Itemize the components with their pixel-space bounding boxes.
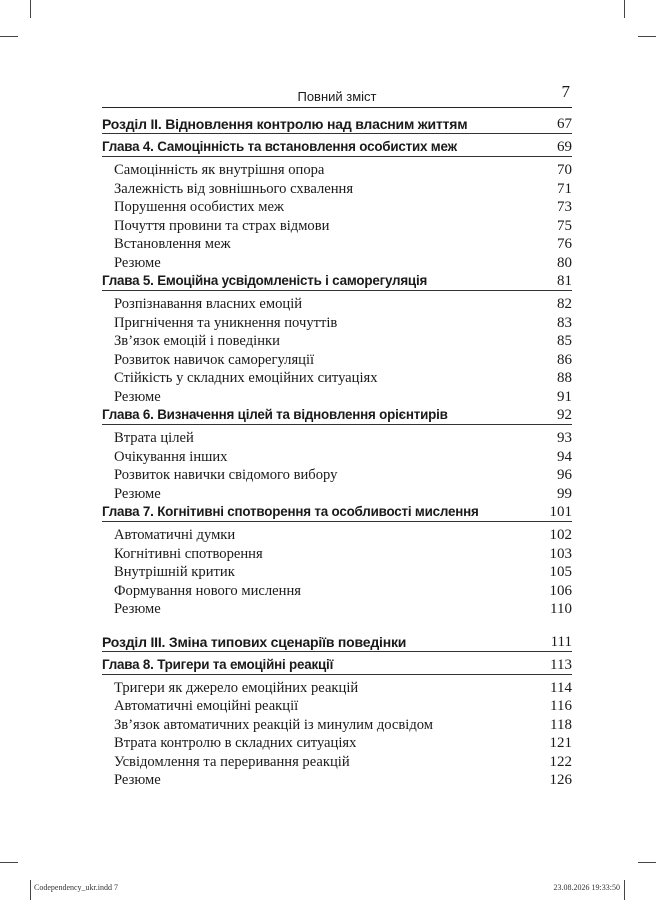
toc-chapter — [102, 657, 572, 674]
toc-page-number: 105 — [549, 564, 572, 580]
toc-page-number: 85 — [557, 333, 572, 349]
toc-page-number: 88 — [557, 370, 572, 386]
toc-section-title: Резюме — [114, 485, 161, 502]
toc-section-title: Порушення особистих меж — [114, 199, 285, 215]
toc-chapter — [102, 139, 572, 156]
toc-page-number: 93 — [557, 430, 572, 446]
toc-page-number: 86 — [557, 351, 572, 368]
toc-chapter-title: Глава 6. Визначення цілей та відновлення орієнтирів — [102, 407, 448, 422]
toc-section — [102, 467, 572, 486]
toc-section-title: Внутрішній критик — [114, 564, 235, 580]
toc-page-number: 122 — [549, 753, 572, 770]
toc-section — [102, 389, 572, 408]
toc-page-number: 91 — [557, 388, 572, 405]
header-rule — [102, 107, 572, 108]
toc-page-number: 73 — [557, 199, 572, 215]
toc-section — [102, 527, 572, 546]
toc-chapter-title: Глава 7. Когнітивні спотворення та особливості мислення — [102, 504, 479, 519]
toc-section-title: Залежність від зовнішнього схвалення — [114, 180, 354, 197]
toc-section-title: Резюме — [114, 388, 161, 405]
toc-section-title: Самоцінність як внутрішня опора — [114, 162, 325, 178]
crop-mark — [0, 862, 18, 863]
toc-rule — [102, 156, 572, 157]
toc-rule — [102, 521, 572, 522]
toc-section-title: Когнітивні спотворення — [114, 545, 263, 562]
toc-page-number: 75 — [557, 217, 572, 234]
toc-page-number: 126 — [549, 772, 572, 788]
toc-section-title: Втрата цілей — [114, 430, 194, 446]
crop-mark — [638, 862, 656, 863]
toc-chapter — [102, 407, 572, 424]
toc-section-title: Втрата контролю в складних ситуаціях — [114, 735, 357, 751]
toc-section — [102, 236, 572, 255]
toc-rule — [102, 651, 572, 652]
toc-page-number: 102 — [549, 527, 572, 543]
running-title: Повний зміст — [297, 89, 377, 104]
toc-section-title: Стійкість у складних емоційних ситуаціях — [114, 370, 378, 386]
crop-mark — [624, 880, 625, 900]
toc-section-title: Встановлення меж — [114, 236, 231, 252]
footer-file-name: Codependency_ukr.indd 7 — [34, 883, 118, 892]
toc-page-number: 99 — [557, 485, 572, 502]
toc-section-title: Автоматичні думки — [114, 527, 236, 543]
toc-page-number: 113 — [550, 656, 572, 673]
toc-section-title: Резюме — [114, 601, 161, 617]
toc-section — [102, 162, 572, 181]
toc-section — [102, 370, 572, 389]
toc-page-number: 103 — [549, 545, 572, 562]
crop-mark — [624, 0, 625, 18]
toc-page-number: 111 — [550, 633, 572, 650]
toc-section-title: Автоматичні емоційні реакції — [114, 698, 299, 714]
toc-part — [102, 634, 572, 651]
toc-section — [102, 352, 572, 371]
toc-page-number: 76 — [557, 236, 572, 252]
toc-part-title: Розділ III. Зміна типових сценаріїв поведінки — [102, 633, 407, 650]
toc-section — [102, 315, 572, 334]
toc-part — [102, 116, 572, 133]
toc-section — [102, 772, 572, 791]
toc-section — [102, 430, 572, 449]
toc-chapter-title: Глава 4. Самоцінність та встановлення особистих меж — [102, 139, 457, 154]
toc-rule — [102, 133, 572, 134]
toc-section — [102, 255, 572, 274]
toc-chapter — [102, 273, 572, 290]
toc-section — [102, 754, 572, 773]
toc-section — [102, 449, 572, 468]
toc-page-number: 118 — [550, 716, 572, 733]
toc-section-title: Усвідомлення та переривання реакцій — [114, 753, 350, 770]
toc-section-title: Зв’язок емоцій і поведінки — [114, 333, 280, 349]
toc-page-number: 114 — [550, 679, 572, 696]
table-of-contents — [102, 116, 572, 791]
toc-section — [102, 601, 572, 620]
toc-page-number: 110 — [550, 601, 572, 617]
crop-mark — [638, 36, 656, 37]
toc-chapter — [102, 504, 572, 521]
toc-section-title: Резюме — [114, 254, 161, 271]
toc-section — [102, 583, 572, 602]
toc-page-number: 67 — [557, 116, 572, 132]
toc-chapter-title: Глава 5. Емоційна усвідомленість і саморегуляція — [102, 273, 428, 288]
toc-section-title: Розвиток навички свідомого вибору — [114, 467, 338, 483]
toc-rule — [102, 424, 572, 425]
toc-page-number: 80 — [557, 254, 572, 271]
toc-section — [102, 486, 572, 505]
toc-page-number: 92 — [557, 407, 572, 423]
toc-page-number: 106 — [549, 582, 572, 599]
running-head — [102, 84, 572, 106]
toc-section-title: Очікування інших — [114, 448, 228, 465]
toc-section-title: Формування нового мислення — [114, 582, 301, 599]
toc-section — [102, 717, 572, 736]
toc-page-number: 121 — [549, 735, 572, 751]
toc-page-number: 71 — [557, 180, 572, 197]
toc-section — [102, 546, 572, 565]
toc-part-title: Розділ II. Відновлення контролю над власним життям — [102, 116, 468, 132]
crop-mark — [30, 880, 31, 900]
toc-page-number: 69 — [557, 139, 572, 155]
page-number: 7 — [561, 82, 570, 101]
toc-section — [102, 680, 572, 699]
toc-section — [102, 199, 572, 218]
footer-timestamp: 23.08.2026 19:33:50 — [553, 883, 620, 892]
toc-page-number: 101 — [549, 504, 572, 520]
toc-section — [102, 698, 572, 717]
toc-section-title: Резюме — [114, 772, 161, 788]
toc-section-title: Розвиток навичок саморегуляції — [114, 351, 315, 368]
toc-section — [102, 181, 572, 200]
toc-section-title: Зв’язок автоматичних реакцій із минулим досвідом — [114, 716, 434, 733]
toc-page-number: 94 — [557, 448, 572, 465]
toc-chapter-title: Глава 8. Тригери та емоційні реакції — [102, 656, 334, 672]
toc-page-number: 96 — [557, 467, 572, 483]
crop-mark — [30, 0, 31, 18]
toc-page-number: 82 — [557, 296, 572, 312]
crop-mark — [0, 36, 18, 37]
toc-page-number: 83 — [557, 314, 572, 331]
toc-section-title: Тригери як джерело емоційних реакцій — [114, 679, 359, 696]
toc-section — [102, 333, 572, 352]
toc-section-title: Розпізнавання власних емоцій — [114, 296, 303, 312]
toc-rule — [102, 290, 572, 291]
toc-section — [102, 564, 572, 583]
toc-section — [102, 218, 572, 237]
toc-section-title: Пригнічення та уникнення почуттів — [114, 314, 338, 331]
toc-rule — [102, 674, 572, 675]
toc-page-number: 70 — [557, 162, 572, 178]
toc-page-number: 116 — [550, 698, 572, 714]
toc-page-number: 81 — [557, 273, 572, 289]
toc-section — [102, 296, 572, 315]
toc-section-title: Почуття провини та страх відмови — [114, 217, 330, 234]
toc-section — [102, 735, 572, 754]
